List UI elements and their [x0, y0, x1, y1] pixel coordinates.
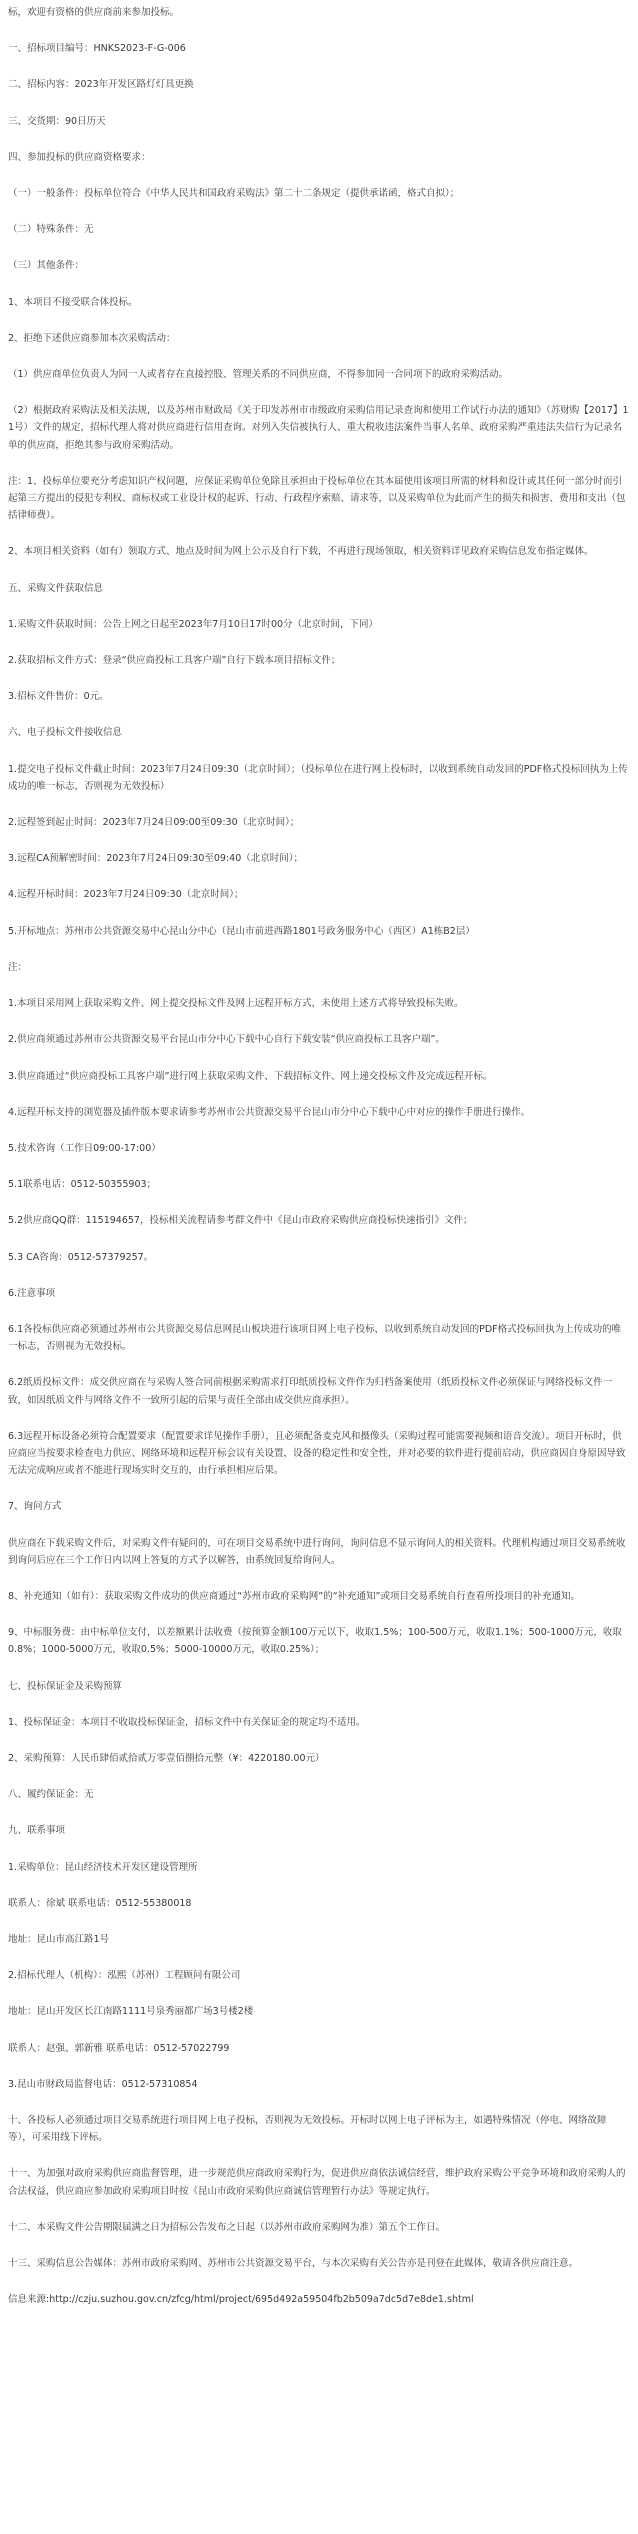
paragraph: 1.本项目采用网上获取采购文件、网上提交投标文件及网上远程开标方式，未使用上述方式将导致投标失败。	[8, 998, 464, 1010]
paragraph: 十二、本采购文件公告期限届满之日为招标公告发布之日起（以苏州市政府采购网为准）第五个工作日。	[8, 2221, 446, 2233]
paragraph: 2、拒绝下述供应商参加本次采购活动：	[8, 332, 176, 344]
paragraph: 3.供应商通过“供应商投标工具客户端”进行网上获取采购文件、下载招标文件、网上递交投标文件及完成远程开标。	[8, 1070, 493, 1082]
paragraph: 6.注意事项	[8, 1287, 56, 1299]
paragraph: 三、交货期：90日历天	[8, 115, 106, 127]
paragraph: 4.远程开标时间：2023年7月24日09:30（北京时间）；	[8, 889, 244, 901]
paragraph: 3.招标文件售价：0元。	[8, 691, 109, 703]
paragraph: 九、联系事项	[8, 1825, 66, 1837]
paragraph: 7、询问方式	[8, 1501, 62, 1513]
paragraph: 七、投标保证金及采购预算	[8, 1680, 123, 1692]
paragraph: 地址：昆山市高江路1号	[8, 1933, 110, 1945]
paragraph: 5.开标地点：苏州市公共资源交易中心昆山分中心（昆山市前进西路1801号政务服务中心（西区）A1栋B2层）	[8, 925, 475, 937]
paragraph: （1）供应商单位负责人为同一人或者存在直接控股、管理关系的不同供应商，不得参加同一合同项下的政府采购活动。	[8, 369, 509, 381]
paragraph: 5.3 CA咨询：0512-57379257。	[8, 1251, 154, 1263]
paragraph: （二）特殊条件：无	[8, 224, 94, 236]
paragraph: 供应商在下载采购文件后，对采购文件有疑问的，可在项目交易系统中进行询问，询问信息不显示询问人的相关资料。代理机构通过项目交易系统收到询问后应在三个工作日内以网上答复的方式予以解答，由系统回复给询问人。	[8, 1537, 626, 1566]
paragraph: 十、各投标人必须通过项目交易系统进行项目网上电子投标，否则视为无效投标。开标时以网上电子评标为主，如遇特殊情况（停电、网络故障等），可采用线下评标。	[8, 2115, 607, 2144]
paragraph: 联系人：徐斌 联系电话：0512-55380018	[8, 1897, 192, 1909]
paragraph: 5.1联系电话：0512-50355903；	[8, 1179, 157, 1191]
paragraph: 5.技术咨询（工作日09:00-17:00）	[8, 1142, 161, 1154]
paragraph: 地址：昆山开发区长江南路1111号泉秀丽都广场3号楼2楼	[8, 2006, 254, 2018]
paragraph: 1.采购单位：昆山经济技术开发区建设管理所	[8, 1861, 198, 1873]
paragraph: 联系人：赵强、郭新雅 联系电话：0512-57022799	[8, 2042, 230, 2054]
paragraph: 6.1各投标供应商必须通过苏州市公共资源交易信息网昆山板块进行该项目网上电子投标，以收到系统自动发回的PDF格式投标回执为上传成功的唯一标志，否则视为无效投标。	[8, 1323, 622, 1353]
paragraph: 十三、采购信息公告媒体：苏州市政府采购网、苏州市公共资源交易平台，与本次采购有关公告亦是刊登在此媒体，敬请各供应商注意。	[8, 2258, 579, 2270]
paragraph: 十一、为加强对政府采购供应商监督管理，进一步规范供应商政府采购行为，促进供应商依法诚信经营，维护政府采购公平竞争环境和政府采购人的合法权益，供应商应参加政府采购项目时按《昆山市政府采购供应商诚信管理暂行办法》等规定执行。	[8, 2168, 626, 2197]
paragraph: 五、采购文件获取信息	[8, 582, 104, 594]
paragraph: 1、本项目不接受联合体投标。	[8, 296, 138, 308]
paragraph: （2）根据政府采购法及相关法规，以及苏州市财政局《关于印发苏州市市级政府采购信用记录查询和使用工作试行办法的通知》（苏财购【2017】11号）文件的规定，招标代理人将对供应商进行信用查询。对列入失信被执行人、重大税收违法案件当事人名单、政府采购严重违法失信行为记录名单的供应商，拒绝其参与政府采购活动。	[8, 405, 629, 451]
paragraph: 1.提交电子投标文件截止时间：2023年7月24日09:30（北京时间）；（投标单位在进行网上投标时，以收到系统自动发回的PDF格式投标回执为上传成功的唯一标志，否则视为无效投标）	[8, 763, 628, 792]
paragraph: （一）一般条件：投标单位符合《中华人民共和国政府采购法》第二十二条规定（提供承诺函，格式自拟）；	[8, 188, 460, 200]
paragraph: 信息来源:http://czju.suzhou.gov.cn/zfcg/html/project/695d492a59504fb2b509a7dc5d7e8de1.shtml	[8, 2294, 474, 2306]
paragraph: 2.远程签到起止时间：2023年7月24日09:00至09:30（北京时间）；	[8, 817, 300, 829]
paragraph: 二、招标内容：2023年开发区路灯灯具更换	[8, 79, 194, 91]
paragraph: 6.2纸质投标文件：成交供应商在与采购人签合同前根据采购需求打印纸质投标文件作为归档备案使用（纸质投标文件必须保证与网络投标文件一致，如因纸质文件与网络文件不一致所引起的后果与责任全部由成交供应商承担）。	[8, 1377, 613, 1406]
paragraph: 标，欢迎有资格的供应商前来参加投标。	[8, 7, 180, 18]
paragraph: （三）其他条件：	[8, 260, 85, 272]
paragraph: 3.昆山市财政局监督电话：0512-57310854	[8, 2078, 198, 2090]
paragraph: 六、电子投标文件接收信息	[8, 727, 123, 739]
paragraph: 2.获取招标文件方式：登录“供应商投标工具客户端”自行下载本项目招标文件；	[8, 655, 341, 667]
paragraph: 注：	[8, 961, 28, 973]
paragraph: 6.3远程开标设备必须符合配置要求（配置要求详见操作手册），且必须配备麦克风和摄像头（采购过程可能需要视频和语音交流）。项目开标时，供应商应当按要求检查电力供应、网络环境和远程开标会议有关设置，设备的稳定性和安全性，并对必要的软件进行提前启动，供应商因自身原因导致无法完成响应或者不能进行现场实时交互的，由行承担相应后果。	[8, 1430, 626, 1477]
paragraph: 1.采购文件获取时间：公告上网之日起至2023年7月10日17时00分（北京时间，下同）	[8, 618, 379, 630]
paragraph: 八、履约保证金：无	[8, 1789, 94, 1801]
paragraph: 9、中标服务费：由中标单位支付，以差额累计法收费（按预算金额100万元以下，收取1.5%；100-500万元，收取1.1%；500-1000万元，收取0.8%；1000-5000万元，收取0.5%；5000-10000万元，收取0.25%）；	[8, 1627, 622, 1656]
paragraph: 5.2供应商QQ群：115194657，投标相关流程请参考群文件中《昆山市政府采购供应商投标快速指引》文件；	[8, 1215, 473, 1227]
paragraph: 4.远程开标支持的浏览器及插件版本要求请参考苏州市公共资源交易平台昆山市分中心下载中心中对应的操作手册进行操作。	[8, 1106, 531, 1118]
paragraph: 2.招标代理人（机构）：泓熙（苏州）工程顾问有限公司	[8, 1970, 241, 1982]
paragraph: 3.远程CA预解密时间：2023年7月24日09:30至09:40（北京时间）；	[8, 853, 304, 865]
paragraph: 四、参加投标的供应商资格要求：	[8, 151, 151, 163]
paragraph: 2、本项目相关资料（如有）领取方式、地点及时间为网上公示及自行下载，不再进行现场领取，相关资料详见政府采购信息发布指定媒体。	[8, 546, 594, 558]
paragraph: 一、招标项目编号：HNKS2023-F-G-006	[8, 43, 186, 55]
paragraph: 注：1、投标单位要充分考虑知识产权问题，应保证采购单位免除且承担由于投标单位在其本届使用该项目所需的材料和设计或其任何一部分时而引起第三方提出的侵犯专利权、商标权或工业设计权的起诉、行动、行政程序索赔、请求等，以及采购单位为此而产生的损失和损害、费用和支出（包括律师费）。	[8, 475, 626, 522]
paragraph: 1、投标保证金：本项目不收取投标保证金，招标文件中有关保证金的规定均不适用。	[8, 1716, 366, 1728]
paragraph: 2、采购预算：人民币肆佰贰拾贰万零壹佰捌拾元整（¥：4220180.00元）	[8, 1752, 325, 1764]
paragraph: 2.供应商须通过苏州市公共资源交易平台昆山市分中心下载中心自行下载安装“供应商投标工具客户端”。	[8, 1034, 445, 1046]
paragraph: 8、补充通知（如有）：获取采购文件成功的供应商通过“苏州市政府采购网”的“补充通知”或项目交易系统自行查看所投项目的补充通知。	[8, 1590, 580, 1602]
